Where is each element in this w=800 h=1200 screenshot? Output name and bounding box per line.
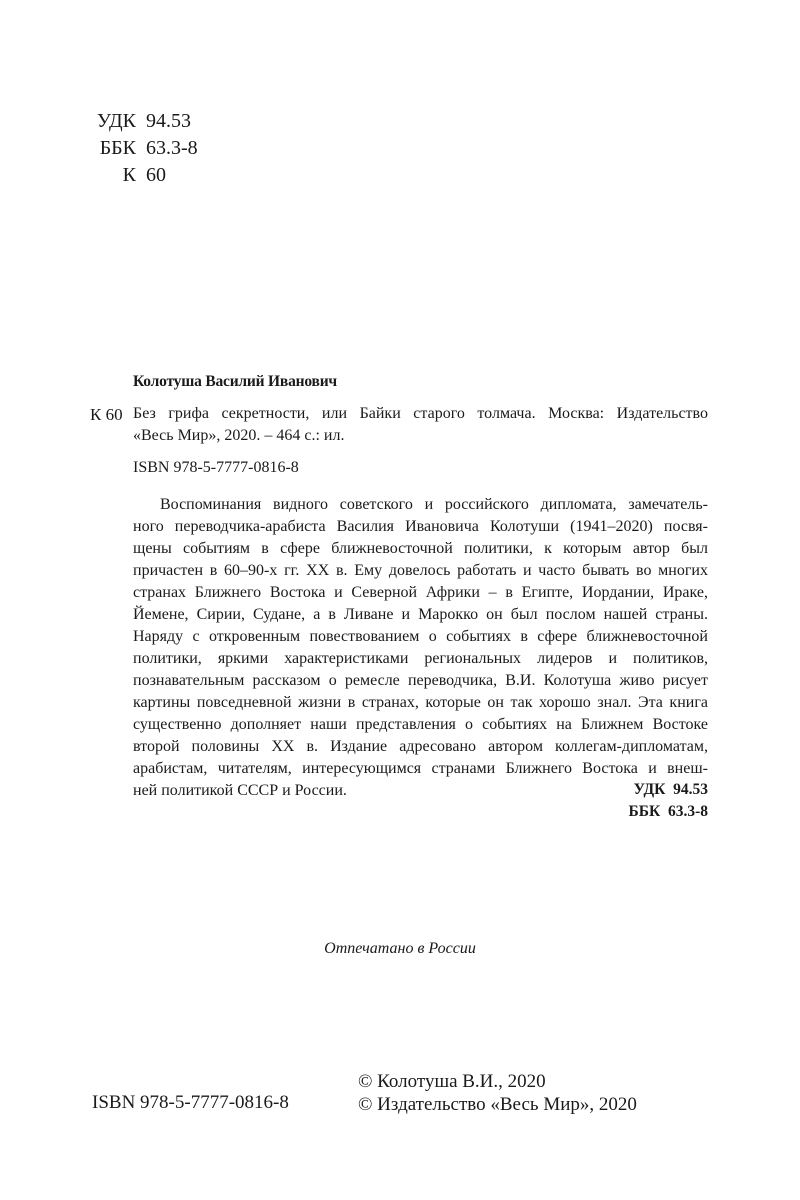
abstract-line: Йемене, Сирии, Судане, а в Ливане и Марокко он был послом нашей страны. [133,606,708,623]
abstract-line: второй половины XX в. Издание адресовано автором коллегам-дипломатам, [133,738,708,755]
author-mark-row [92,162,198,189]
author-mark-label: К [122,164,136,186]
abstract-line: политики, яркими характеристиками региональных лидеров и политиков, [133,650,708,667]
abstract-paragraph [133,494,708,802]
author-mark-value: 60 [146,164,166,186]
catalog-title-line-1: Без грифа секретности, или Байки старого толмача. Москва: Издательство [133,405,708,422]
card-classification-codes [628,779,708,823]
abstract-line: существенно дополняет наши представления о событиях на Ближнем Востоке [133,716,708,733]
copyright-block [358,1070,637,1116]
bbk-row [92,135,198,162]
abstract-line: странах Ближнего Востока и Северной Африки – в Египте, Иордании, Ираке, [133,584,708,601]
catalog-isbn: ISBN 978-5-7777-0816-8 [133,459,299,476]
bbk-value: 63.3-8 [146,137,198,159]
catalog-author-mark: К 60 [90,405,123,424]
catalog-title-line-2: «Весь Мир», 2020. – 464 с.: ил. [133,427,345,444]
abstract-line: Наряду с откровенным повествованием о событиях в сфере ближневосточной [133,628,708,645]
catalog-title-block [133,403,708,447]
copyright-author: © Колотуша В.И., 2020 [358,1071,546,1092]
copyright-publisher: © Издательство «Весь Мир», 2020 [358,1094,637,1115]
abstract-line: Воспоминания видного советского и российского дипломата, замечатель- [160,496,708,513]
card-udk: УДК 94.53 [633,781,708,798]
abstract-line: причастен в 60–90-х гг. XX в. Ему довелось работать и часто бывать во многих [133,562,708,579]
catalog-author: Колотуша Василий Иванович [133,373,337,390]
abstract-line: ного переводчика-арабиста Василия Ивановича Колотуши (1941–2020) посвя- [133,518,708,535]
classification-codes [92,108,198,189]
card-bbk: ББК 63.3-8 [628,803,708,820]
udk-value: 94.53 [146,110,191,132]
abstract-line: познавательным рассказом о ремесле переводчика, В.И. Колотуша живо рисует [133,672,708,689]
printed-in-note: Отпечатано в России [324,940,476,957]
footer-isbn: ISBN 978-5-7777-0816-8 [92,1092,289,1113]
udk-label: УДК [96,110,136,132]
bbk-label: ББК [99,137,136,159]
udk-row [92,108,198,135]
abstract-line: щены событиям в сфере ближневосточной политики, к которым автор был [133,540,708,557]
abstract-line: ней политикой СССР и России. [133,782,347,799]
abstract-line: картины повседневной жизни в странах, которые он так хорошо знал. Эта книга [133,694,708,711]
abstract-line: арабистам, читателям, интересующимся странами Ближнего Востока и внеш- [133,760,708,777]
